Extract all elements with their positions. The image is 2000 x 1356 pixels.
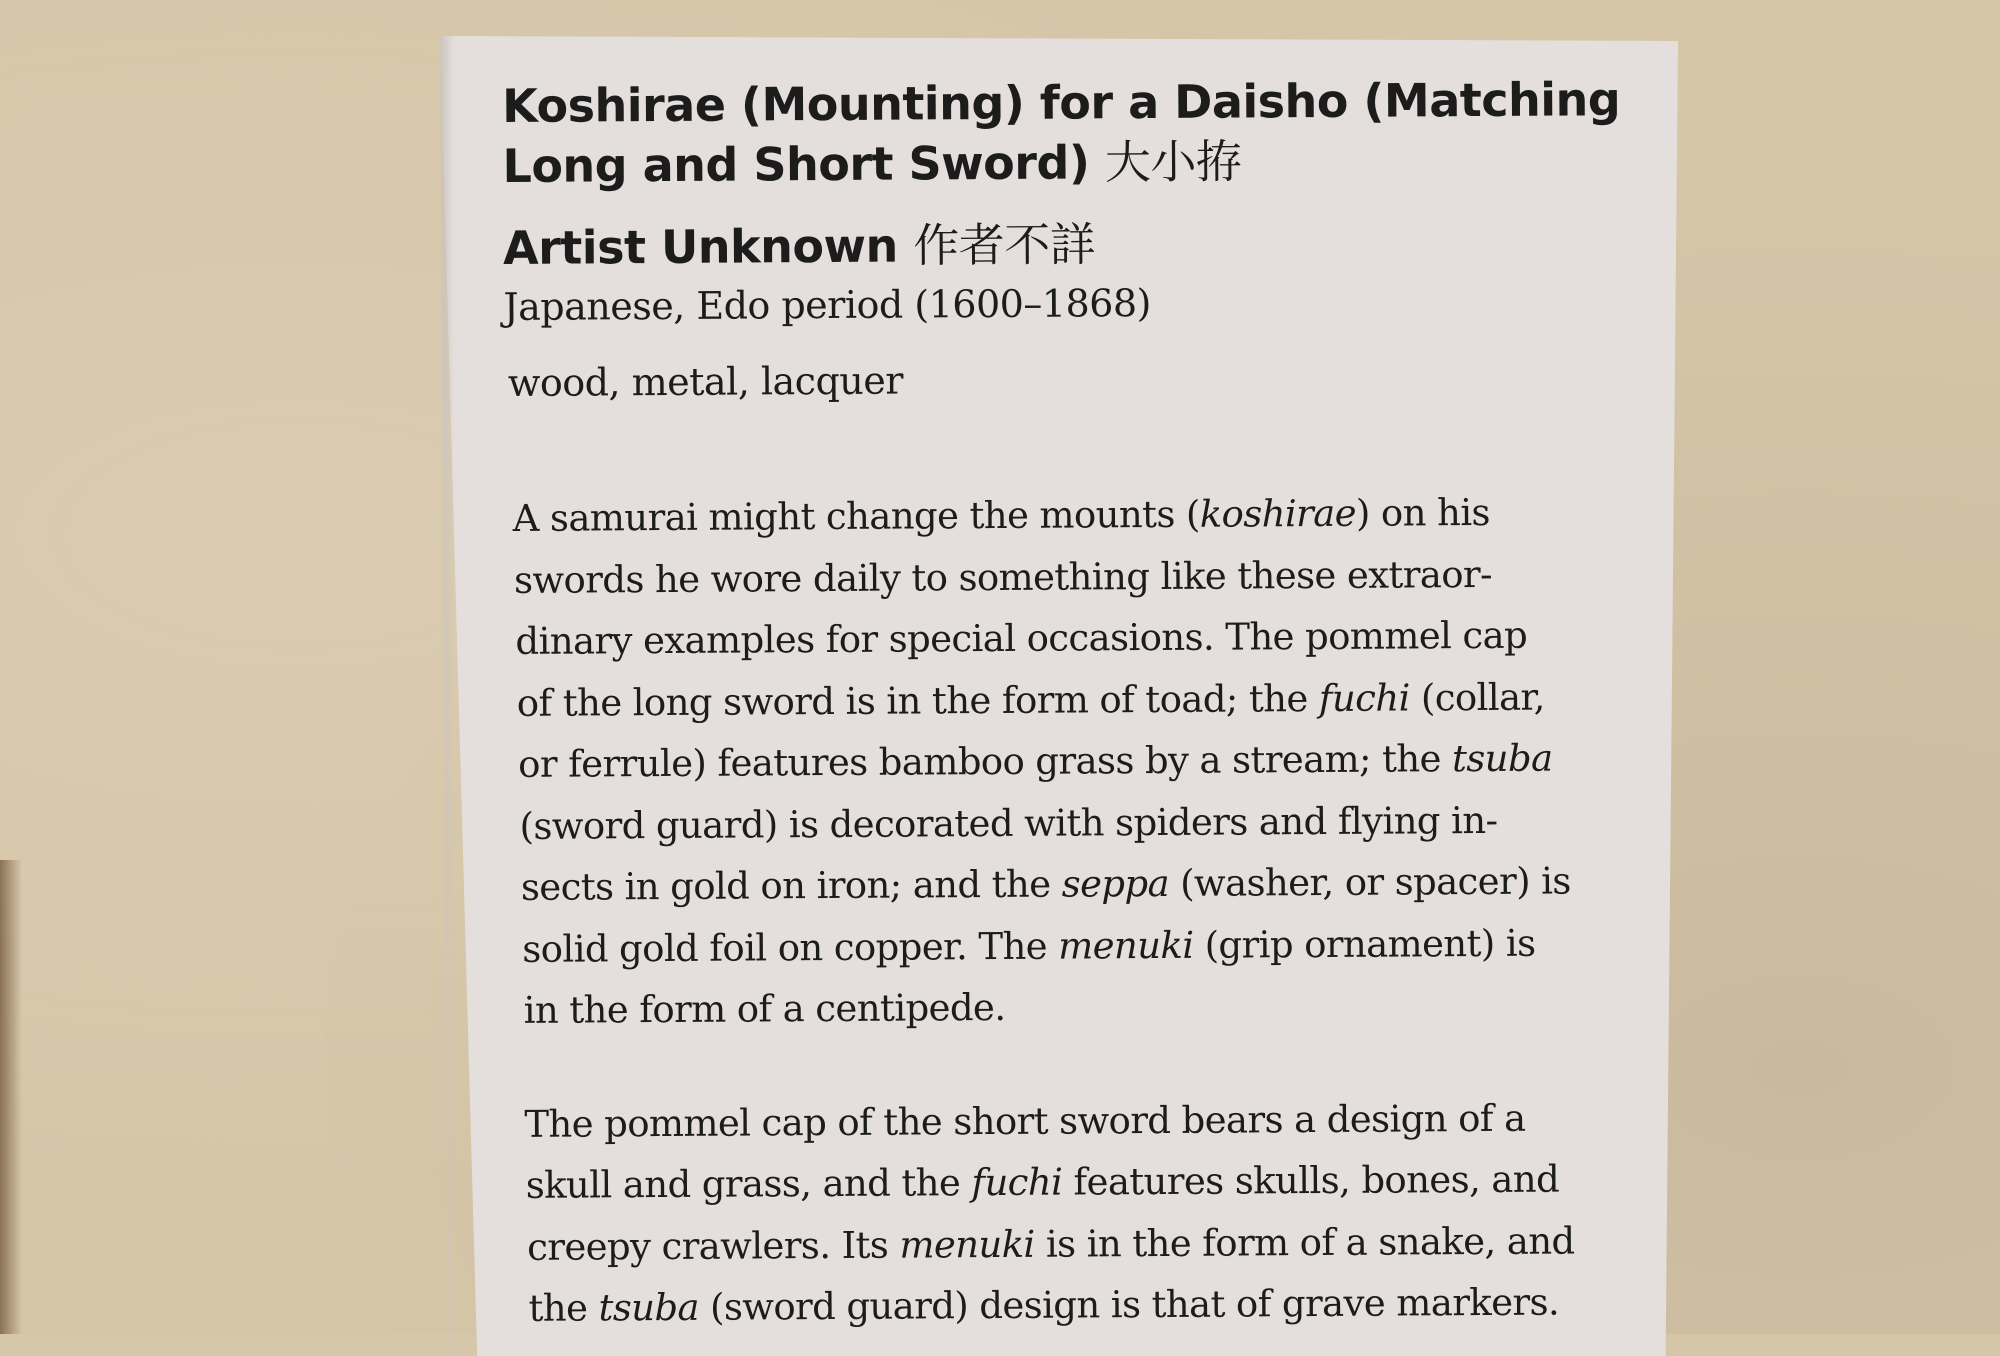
wall-shadow: [0, 860, 22, 1334]
title-line-1: Koshirae (Mounting) for a Daisho (Matching: [502, 72, 1621, 133]
paragraph1-line: of the long sword is in the form of toad; the fuchi (collar,: [516, 675, 1545, 725]
paragraph1-line: solid gold foil on copper. The menuki (grip ornament) is: [522, 921, 1536, 971]
culture-period: Japanese, Edo period (1600–1868): [503, 281, 1152, 329]
artwork-title: [502, 69, 1623, 196]
title-line-2: [502, 129, 1622, 196]
title-japanese: 大小拵: [1104, 134, 1242, 190]
paragraph1-line: in the form of a centipede.: [523, 985, 1006, 1032]
title-line-2-text: Long and Short Sword): [502, 135, 1090, 193]
paragraph2-line: creepy crawlers. Its menuki is in the form of a snake, and: [527, 1218, 1575, 1269]
paragraph1-line: or ferrule) features bamboo grass by a stream; the tsuba: [518, 736, 1553, 786]
artist-name: [503, 211, 1623, 278]
paragraph1-line: dinary examples for special occasions. The pommel cap: [515, 613, 1528, 663]
artist-text: Artist Unknown: [502, 218, 898, 275]
label-content: [502, 69, 1630, 1339]
italic-term: koshirae: [1199, 491, 1357, 536]
paragraph1-line: sects in gold on iron; and the seppa (washer, or spacer) is: [520, 859, 1571, 909]
description-paragraph-1: [513, 481, 1628, 1041]
italic-term: fuchi: [1318, 675, 1410, 720]
italic-term: menuki: [1058, 923, 1194, 968]
medium: wood, metal, lacquer: [507, 358, 904, 405]
italic-term: tsuba: [1451, 736, 1553, 781]
paragraph2-line: the tsuba (sword guard) design is that of grave markers.: [528, 1280, 1560, 1330]
italic-term: tsuba: [598, 1285, 700, 1330]
paragraph1-line: swords he wore daily to something like these extraor-: [513, 552, 1493, 602]
placard-edge: [440, 36, 454, 1356]
paragraph2-line: The pommel cap of the short sword bears a design of a: [524, 1096, 1526, 1146]
artist-japanese: 作者不詳: [913, 217, 1096, 273]
paragraph2-line: skull and grass, and the fuchi features skulls, bones, and: [525, 1157, 1560, 1207]
description-paragraph-2: [524, 1087, 1629, 1340]
italic-term: menuki: [899, 1222, 1035, 1267]
italic-term: fuchi: [971, 1160, 1063, 1205]
paragraph1-line: A samurai might change the mounts (koshirae) on his: [512, 490, 1491, 540]
italic-term: seppa: [1061, 861, 1170, 906]
paragraph1-line: (sword guard) is decorated with spiders and flying in-: [519, 798, 1498, 848]
